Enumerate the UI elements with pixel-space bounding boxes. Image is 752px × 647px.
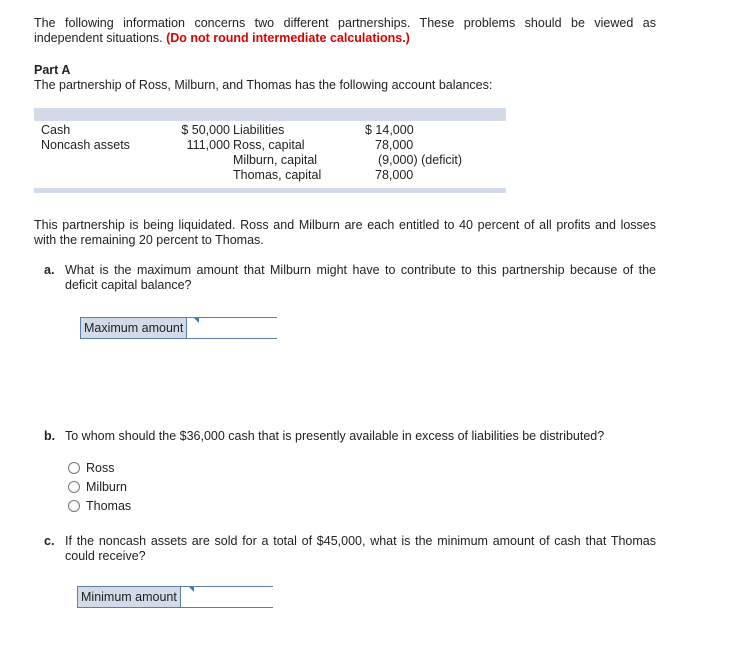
- question-a-label: a.: [44, 263, 55, 277]
- option-thomas-label: Thomas: [86, 499, 132, 513]
- input-flag-icon: [194, 318, 199, 323]
- intro-note: (Do not round intermediate calculations.): [166, 31, 410, 45]
- claim-label-milburn: Milburn, capital: [233, 153, 318, 167]
- claim-label-ross: Ross, capital: [233, 138, 305, 152]
- table-bottom-bar: [34, 188, 506, 193]
- claim-amount-thomas: 78,000: [375, 168, 414, 182]
- radio-milburn[interactable]: [68, 481, 80, 493]
- claim-amount-liabilities: $ 14,000: [365, 123, 414, 137]
- option-milburn-label: Milburn: [86, 480, 127, 494]
- claim-label-thomas: Thomas, capital: [233, 168, 322, 182]
- radio-thomas[interactable]: [68, 500, 80, 512]
- table-top-bar: [34, 108, 506, 121]
- option-thomas[interactable]: [68, 498, 131, 514]
- option-milburn[interactable]: [68, 479, 127, 495]
- option-ross[interactable]: [68, 460, 114, 476]
- radio-ross[interactable]: [68, 462, 80, 474]
- part-a-description: The partnership of Ross, Milburn, and Thomas has the following account balances:: [34, 78, 493, 92]
- minimum-amount-label: Minimum amount: [78, 587, 181, 607]
- minimum-amount-input[interactable]: [181, 587, 358, 607]
- claim-amount-milburn: (9,000) (deficit): [378, 153, 463, 167]
- intro-text: The following information concerns two different partnerships. These problems should be viewed as independent situations.: [34, 16, 656, 45]
- answer-box-maximum: [80, 317, 277, 339]
- balance-table: [34, 121, 506, 187]
- question-a: [44, 263, 656, 293]
- question-b-label: b.: [44, 429, 56, 443]
- asset-amount-noncash: 111,000: [186, 138, 230, 152]
- intro-paragraph: [34, 16, 656, 46]
- asset-amount-cash: $ 50,000: [181, 123, 230, 137]
- answer-box-minimum: [77, 586, 273, 608]
- claim-amount-ross: 78,000: [375, 138, 414, 152]
- question-c: [44, 534, 656, 564]
- maximum-amount-label: Maximum amount: [81, 318, 187, 338]
- question-c-label: c.: [44, 534, 55, 548]
- question-b: [44, 429, 656, 444]
- asset-label-noncash: Noncash assets: [41, 138, 130, 152]
- question-c-text: If the noncash assets are sold for a total of $45,000, what is the minimum amount of cash that Thomas could receive?: [65, 534, 656, 563]
- input-flag-icon: [189, 587, 194, 592]
- question-a-text: What is the maximum amount that Milburn might have to contribute to this partnership because of the deficit capital balance?: [65, 263, 656, 292]
- asset-label-cash: Cash: [41, 123, 71, 137]
- option-ross-label: Ross: [86, 461, 115, 475]
- liquidation-paragraph: This partnership is being liquidated. Ross and Milburn are each entitled to 40 percent of all profits and losses with the remaining 20 percent to Thomas.: [34, 218, 656, 247]
- question-b-text: To whom should the $36,000 cash that is presently available in excess of liabilities be distributed?: [65, 429, 605, 443]
- claim-label-liabilities: Liabilities: [233, 123, 285, 137]
- part-a-title: Part A: [34, 63, 71, 77]
- maximum-amount-input[interactable]: [187, 318, 364, 338]
